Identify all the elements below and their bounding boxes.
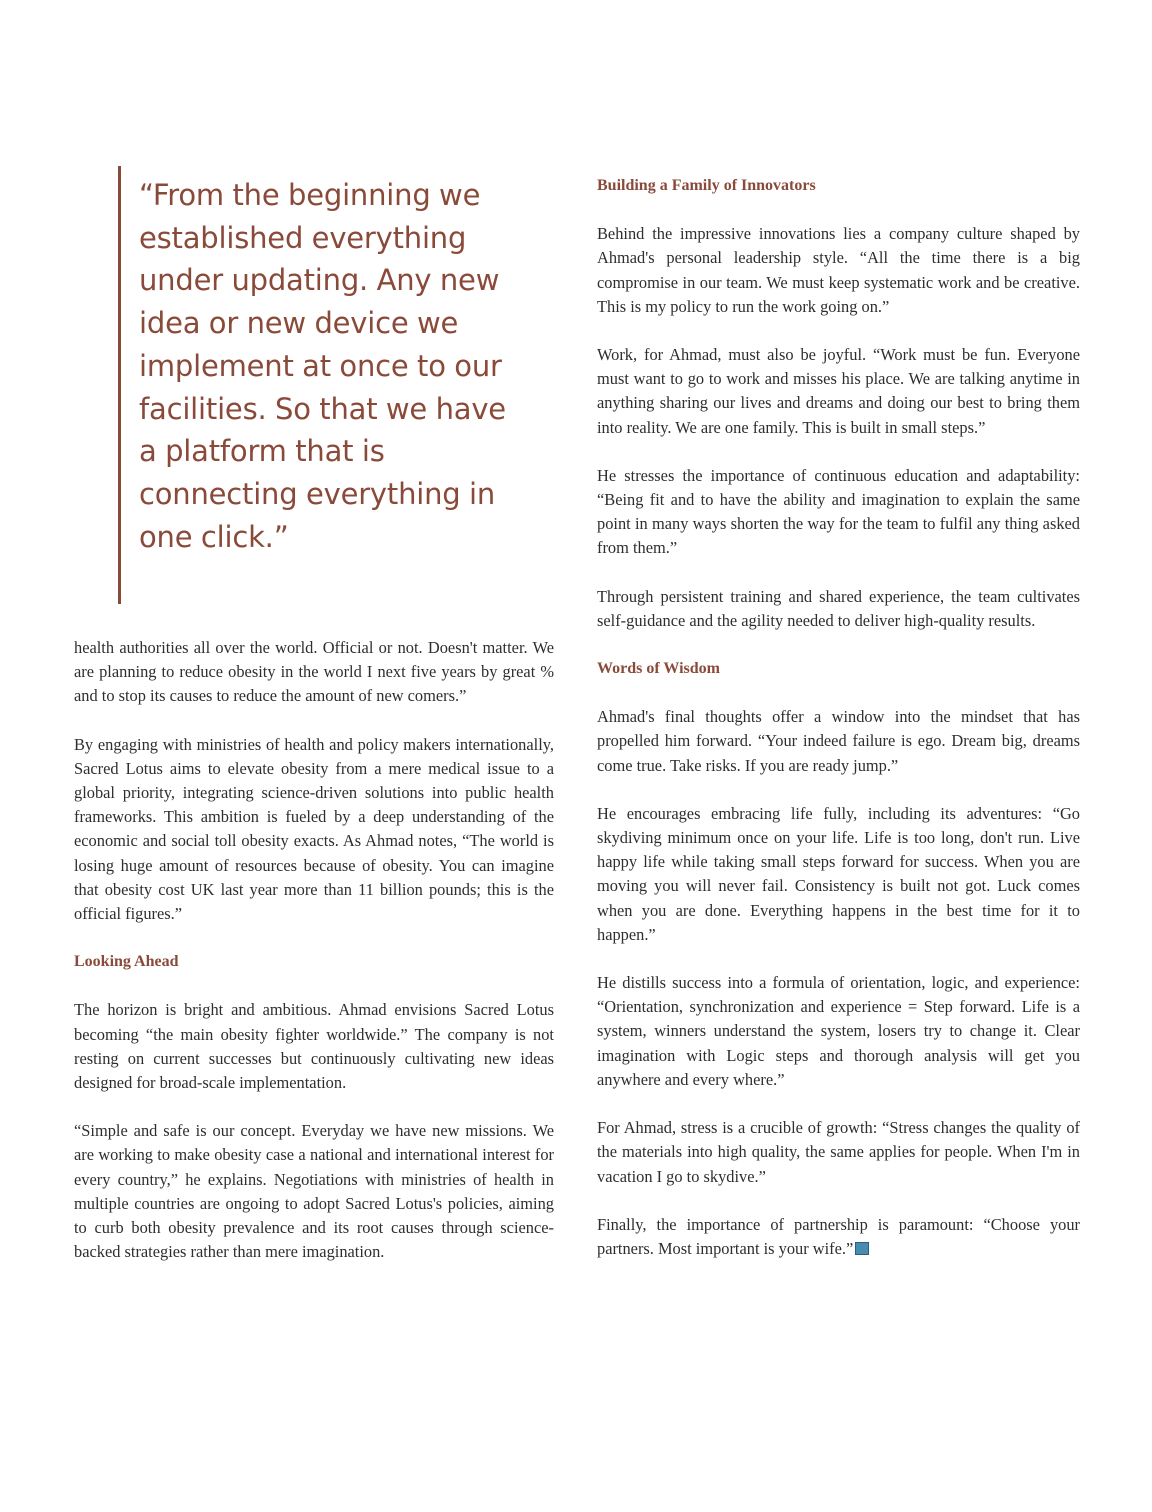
pull-quote-text: “From the beginning we established everything under updating. Any new idea or new device we implement at once to our facilities. So that we have a platform that is connecting everything in one click.” <box>139 178 506 554</box>
left-paragraph-2: By engaging with ministries of health and policy makers internationally, Sacred Lotus aims to elevate obesity from a mere medical issue to a global priority, integrating science-driven solutions into public health frameworks. This ambition is fueled by a deep understanding of the economic and social toll obesity exacts. As Ahmad notes, “The world is losing huge amount of resources because of obesity. You can imagine that obesity cost UK last year more than 11 billion pounds; this is the official figures.” <box>74 734 554 924</box>
right-paragraph-1: Behind the impressive innovations lies a company culture shaped by Ahmad's personal leadership style. “All the time there is a big compromise in our team. We must keep systematic work and be creative. This is my policy to run the work going on.” <box>597 224 1080 316</box>
left-paragraph-4: “Simple and safe is our concept. Everyday we have new missions. We are working to make obesity case a national and international interest for every country,” he explains. Negotiations with ministries of health in multiple countries are ongoing to adopt Sacred Lotus's policies, aiming to curb both obesity prevalence and its root causes through science-backed strategies rather than mere imagination. <box>74 1121 554 1262</box>
left-column <box>74 636 554 1288</box>
right-paragraph-8: For Ahmad, stress is a crucible of growth: “Stress changes the quality of the materials into high quality, the same applies for people. When I'm in vacation I go to skydive.” <box>597 1118 1080 1186</box>
right-paragraph-6: He encourages embracing life fully, including its adventures: “Go skydiving minimum once on your life. Life is too long, don't run. Live happy life while taking small steps forward for success. When you are moving you will never fail. Consistency is built not got. Luck comes when you are done. Everything happens in the best time for it to happen.” <box>597 803 1080 944</box>
left-paragraph-1: health authorities all over the world. Official or not. Doesn't matter. We are planning to reduce obesity in the world I next five years by great % and to stop its causes to reduce the amount of new comers.” <box>74 638 554 706</box>
right-paragraph-9-text: Finally, the importance of partnership is paramount: “Choose your partners. Most important is your wife.” <box>597 1214 1080 1258</box>
right-paragraph-2: Work, for Ahmad, must also be joyful. “Work must be fun. Everyone must want to go to work and misses his place. We are talking anytime in anything sharing our lives and dreams and doing our best to bring them into reality. We are one family. This is built in small steps.” <box>597 345 1080 437</box>
section-heading-looking-ahead: Looking Ahead <box>74 953 179 971</box>
right-paragraph-3: He stresses the importance of continuous education and adaptability: “Being fit and to have the ability and imagination to explain the same point in many ways shorten the way for the team to fulfil any thing asked from them.” <box>597 465 1080 558</box>
end-of-article-square-icon <box>855 1242 869 1255</box>
right-paragraph-5: Ahmad's final thoughts offer a window into the mindset that has propelled him forward. “Your indeed failure is ego. Dream big, dreams come true. Take risks. If you are ready jump.” <box>597 707 1080 775</box>
pull-quote <box>118 166 518 604</box>
section-heading-building-family: Building a Family of Innovators <box>597 177 816 194</box>
right-column <box>597 174 1080 1285</box>
right-paragraph-4: Through persistent training and shared experience, the team cultivates self-guidance and the agility needed to deliver high-quality results. <box>597 586 1080 630</box>
right-paragraph-9 <box>597 1213 1080 1261</box>
left-paragraph-3: The horizon is bright and ambitious. Ahmad envisions Sacred Lotus becoming “the main obesity fighter worldwide.” The company is not resting on current successes but continuously cultivating new ideas designed for broad-scale implementation. <box>74 1000 554 1093</box>
right-paragraph-7: He distills success into a formula of orientation, logic, and experience: “Orientation, synchronization and experience = Step forward. Life is a system, winners understand the system, losers try to change it. Clear imagination with Logic steps and thorough analysis will get you anywhere and every where.” <box>597 973 1080 1089</box>
section-heading-words-of-wisdom: Words of Wisdom <box>597 660 720 678</box>
